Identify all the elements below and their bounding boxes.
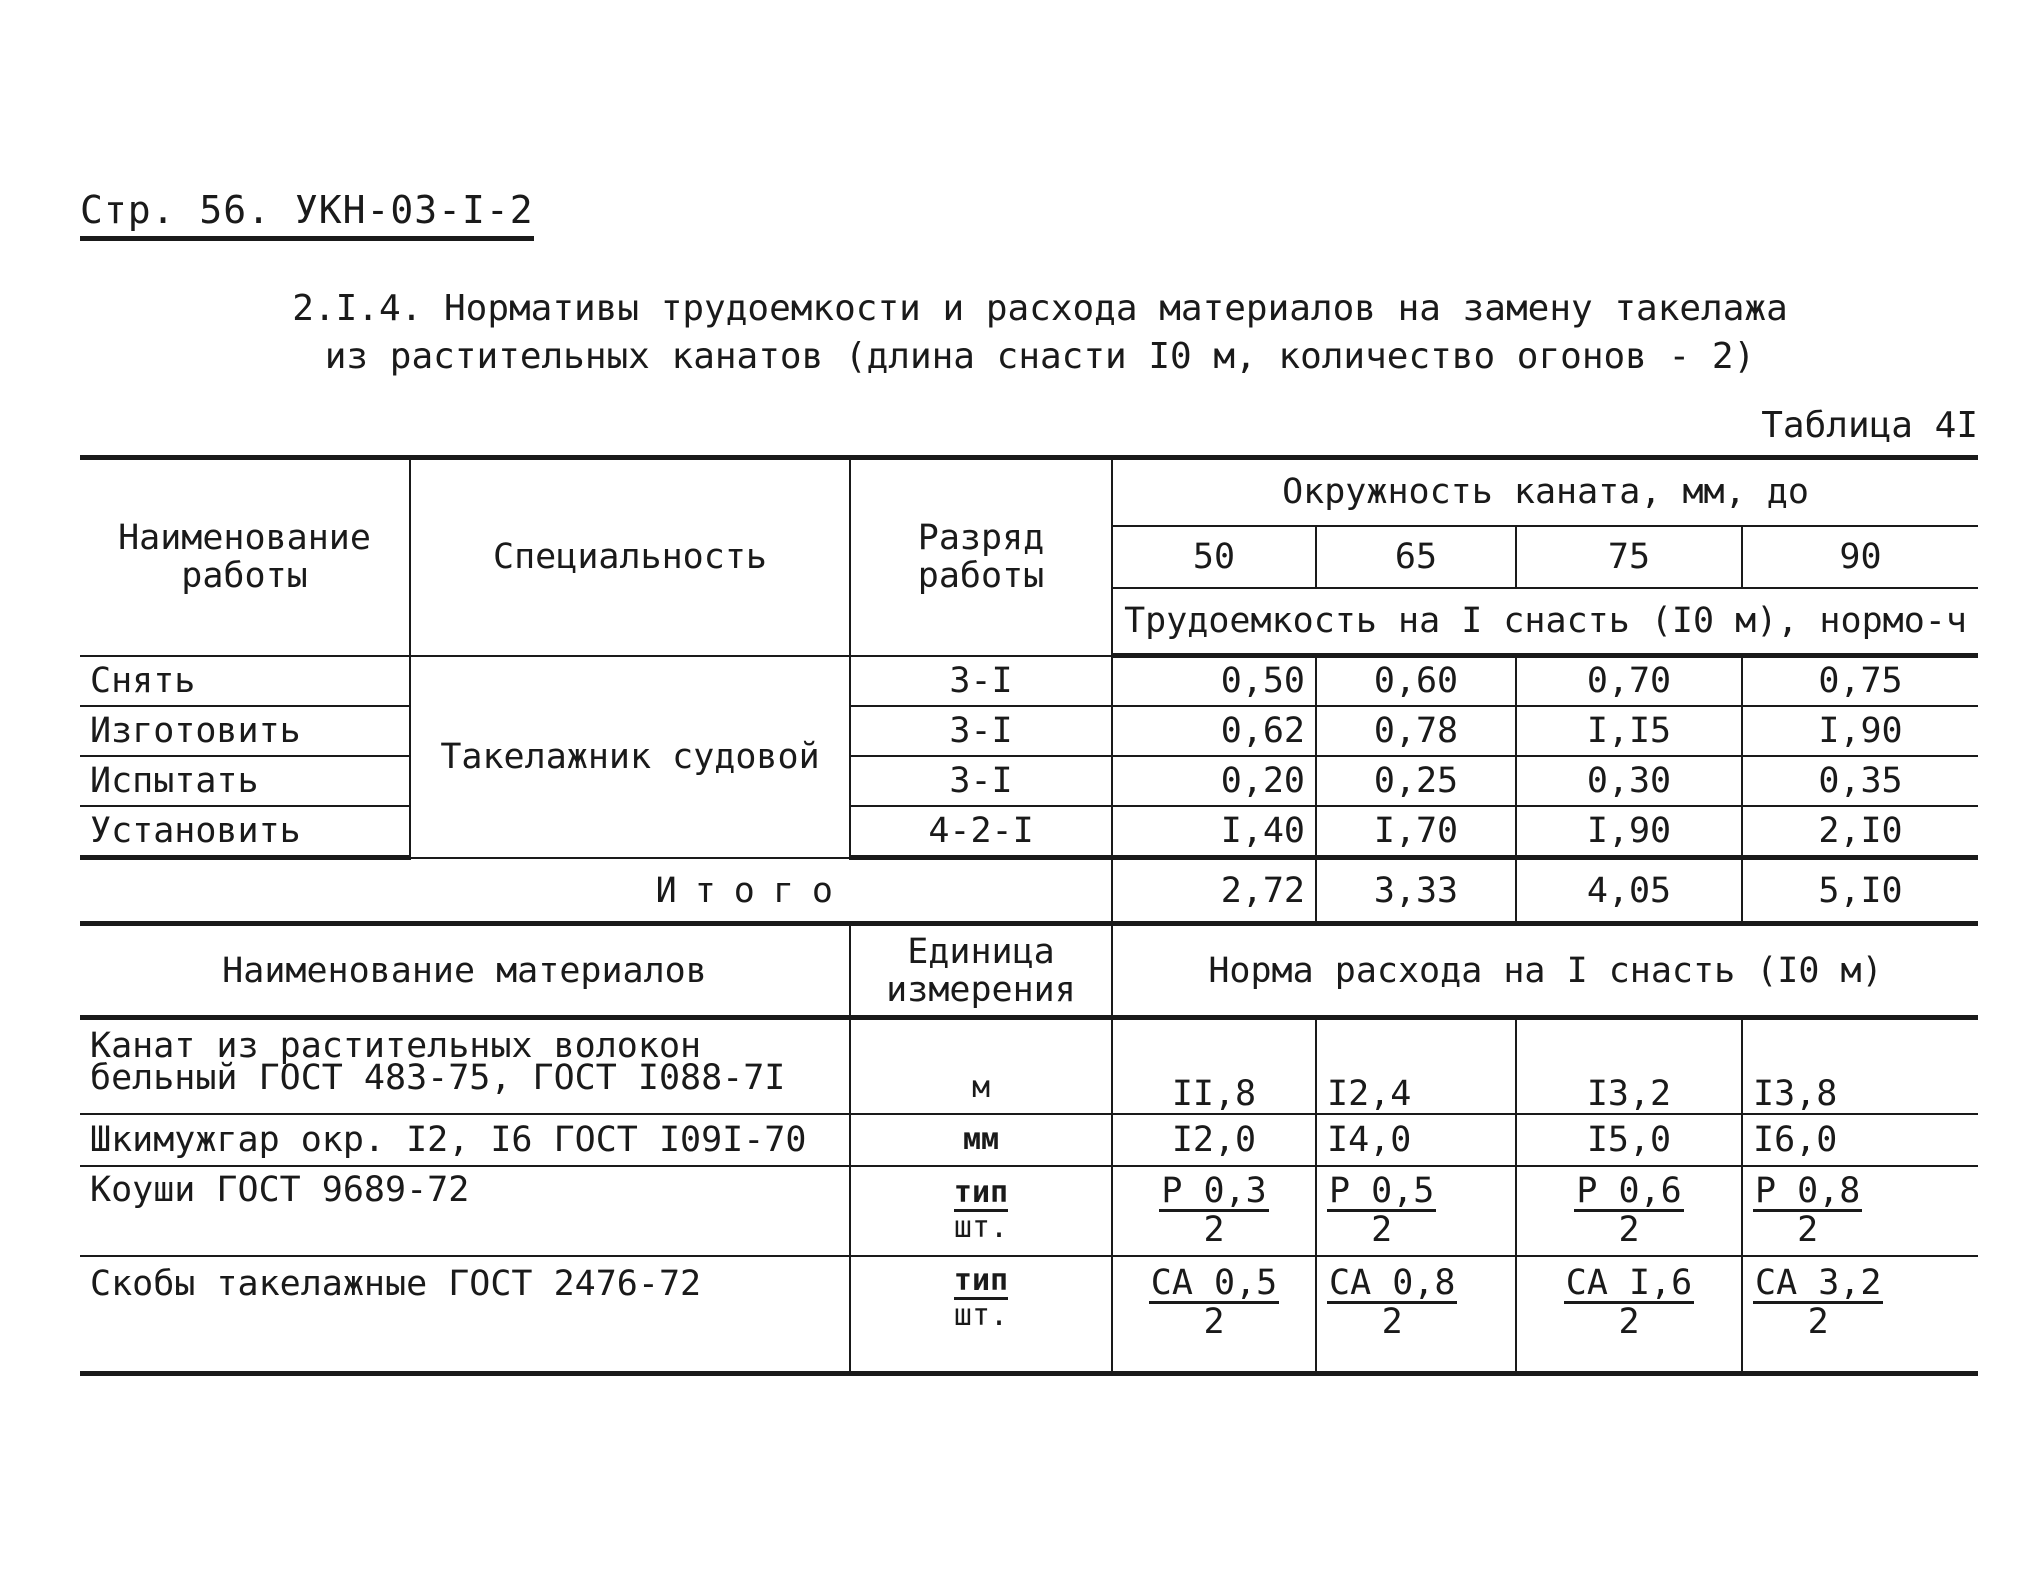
total-label: Итого (80, 858, 1112, 924)
material-name: Шкимужгар окр. I2, I6 ГОСТ I09I-70 (80, 1114, 850, 1166)
heading-line-1: 2.I.4. Нормативы трудоемкости и расхода материалов на замену такелажа (292, 288, 1788, 329)
header-size: 50 (1112, 526, 1316, 588)
material-value (1516, 1166, 1742, 1256)
material-value (1742, 1166, 1978, 1256)
table-row (80, 1018, 1978, 1114)
fraction: $\frac{СА 0,8}{2}$ (1329, 1262, 1456, 1342)
material-name (80, 1018, 850, 1114)
labor-value: 0,35 (1742, 756, 1978, 806)
table-row (80, 1166, 1978, 1256)
fraction: $\frac{СА 0,5}{2}$ (1150, 1262, 1278, 1342)
header-grade: Разряд работы (850, 458, 1112, 656)
table-row (80, 806, 1978, 858)
unit-top: тип (953, 1262, 1009, 1298)
material-name-line: бельный ГОСТ 483-75, ГОСТ I088-7I (90, 1058, 786, 1098)
table-row (80, 756, 1978, 806)
table-row (80, 656, 1978, 706)
header-unit: Единица измерения (850, 924, 1112, 1018)
total-value: 3,33 (1316, 858, 1516, 924)
header-specialty: Специальность (410, 458, 850, 656)
fraction: $\frac{Р 0,5}{2}$ (1329, 1170, 1435, 1250)
table-row (80, 1114, 1978, 1166)
heading-line-2: из растительных канатов (длина снасти I0 м, количество огонов - 2) (324, 336, 1756, 377)
norms-table (80, 455, 1978, 1376)
fraction: $\frac{Р 0,6}{2}$ (1576, 1170, 1682, 1250)
total-value: 5,I0 (1742, 858, 1978, 924)
header-size: 90 (1742, 526, 1978, 588)
labor-value: 0,25 (1316, 756, 1516, 806)
fraction: $\frac{СА 3,2}{2}$ (1755, 1262, 1882, 1342)
work-name: Испытать (80, 756, 410, 806)
page-reference: Стр. 56. УКН-03-I-2 (80, 188, 534, 241)
table-number: Таблица 4I (1761, 405, 1978, 446)
material-value (1112, 1166, 1316, 1256)
header-circumference: Окружность каната, мм, до (1112, 458, 1978, 526)
material-unit (850, 1166, 1112, 1256)
labor-value: I,70 (1316, 806, 1516, 858)
header-material-name: Наименование материалов (80, 924, 850, 1018)
work-grade: 3-I (850, 756, 1112, 806)
material-value: I6,0 (1742, 1114, 1978, 1166)
material-value: II,8 (1112, 1018, 1316, 1114)
labor-value: 0,20 (1112, 756, 1316, 806)
material-value (1112, 1256, 1316, 1374)
labor-value: I,I5 (1516, 706, 1742, 756)
work-name: Снять (80, 656, 410, 706)
labor-value: 0,62 (1112, 706, 1316, 756)
work-name: Установить (80, 806, 410, 858)
material-unit: м (850, 1018, 1112, 1114)
material-unit (850, 1256, 1112, 1374)
materials-header-row (80, 924, 1978, 1018)
header-work-name: Наименование работы (80, 458, 410, 656)
total-value: 4,05 (1516, 858, 1742, 924)
labor-value: I,90 (1742, 706, 1978, 756)
unit-bottom: шт. (953, 1209, 1009, 1245)
unit-fraction (953, 1174, 1009, 1245)
labor-value: I,90 (1516, 806, 1742, 858)
section-heading (240, 285, 1840, 381)
total-row (80, 858, 1978, 924)
unit-fraction (953, 1262, 1009, 1333)
table-row (80, 706, 1978, 756)
labor-value: 0,78 (1316, 706, 1516, 756)
material-value (1316, 1166, 1516, 1256)
fraction: $\frac{Р 0,3}{2}$ (1161, 1170, 1267, 1250)
material-value: I3,8 (1742, 1018, 1978, 1114)
labor-value: 2,I0 (1742, 806, 1978, 858)
work-grade: 4-2-I (850, 806, 1112, 858)
material-value: I4,0 (1316, 1114, 1516, 1166)
material-value: I2,4 (1316, 1018, 1516, 1114)
total-value: 2,72 (1112, 858, 1316, 924)
labor-value: 0,70 (1516, 656, 1742, 706)
fraction: $\frac{Р 0,8}{2}$ (1755, 1170, 1861, 1250)
specialty-value: Такелажник судовой (410, 656, 850, 858)
material-name: Коуши ГОСТ 9689-72 (80, 1166, 850, 1256)
header-norm: Норма расхода на I снасть (I0 м) (1112, 924, 1978, 1018)
labor-value: 0,30 (1516, 756, 1742, 806)
work-grade: 3-I (850, 706, 1112, 756)
labor-value: 0,60 (1316, 656, 1516, 706)
material-value: I2,0 (1112, 1114, 1316, 1166)
material-value: I5,0 (1516, 1114, 1742, 1166)
header-row-1 (80, 458, 1978, 526)
fraction: $\frac{\text{СА I,6}}{2}$ (1565, 1262, 1693, 1342)
material-value (1316, 1256, 1516, 1374)
material-unit: мм (850, 1114, 1112, 1166)
unit-bottom: шт. (953, 1297, 1009, 1333)
material-name: Скобы такелажные ГОСТ 2476-72 (80, 1256, 850, 1374)
table-row (80, 1256, 1978, 1374)
header-size: 65 (1316, 526, 1516, 588)
material-value: I3,2 (1516, 1018, 1742, 1114)
material-value (1516, 1256, 1742, 1374)
material-name-line: Канат из растительных волокон (90, 1026, 702, 1066)
labor-value: I,40 (1112, 806, 1316, 858)
labor-value: 0,50 (1112, 656, 1316, 706)
header-labor-caption: Трудоемкость на I снасть (I0 м), нормо-ч (1112, 588, 1978, 656)
header-size: 75 (1516, 526, 1742, 588)
labor-value: 0,75 (1742, 656, 1978, 706)
work-name: Изготовить (80, 706, 410, 756)
unit-top: тип (953, 1174, 1009, 1210)
work-grade: 3-I (850, 656, 1112, 706)
material-value (1742, 1256, 1978, 1374)
